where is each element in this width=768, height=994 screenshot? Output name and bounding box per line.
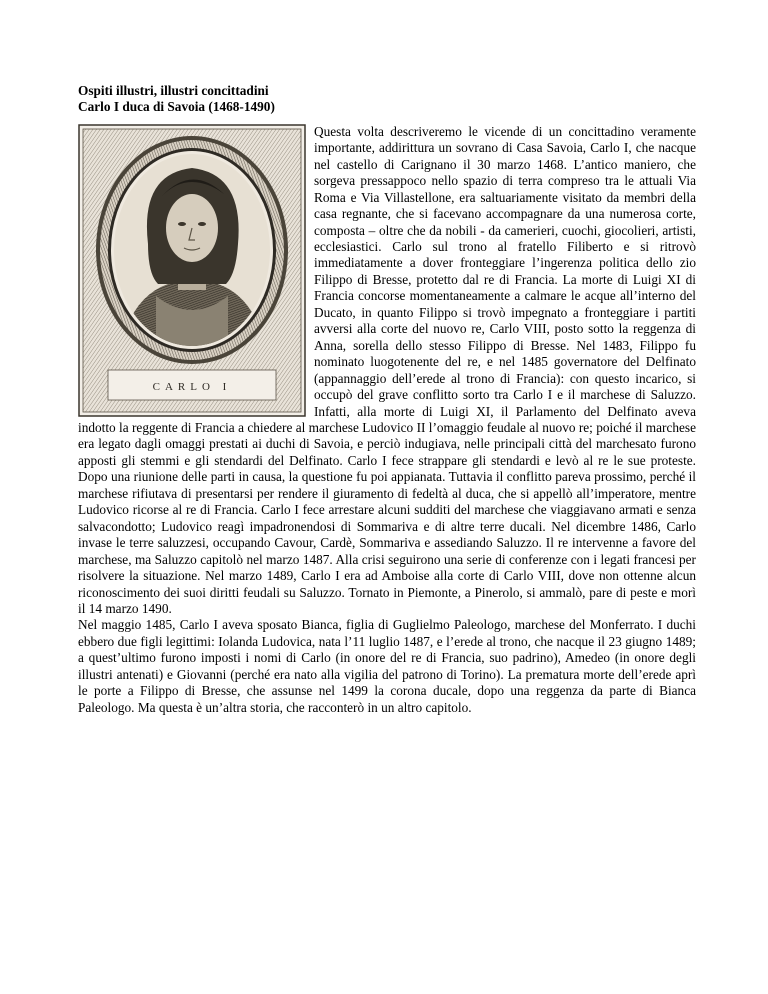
heading-title: Carlo I duca di Savoia (1468-1490) bbox=[78, 99, 275, 115]
document-page bbox=[78, 83, 696, 716]
article-body bbox=[78, 124, 696, 716]
portrait-caption: CARLO I bbox=[152, 380, 232, 393]
paragraph-2: Nel maggio 1485, Carlo I aveva sposato Bianca, figlia di Guglielmo Paleologo, marchese del Monferrato. I duchi ebbero due figli legittimi: Iolanda Ludovica, nata l’11 luglio 1487, e l’erede al trono, che nacque il 23 giugno 1489; a quest’ultimo furono imposti i nomi di Carlo (in onore del re di Francia, suo padrino), Amedeo (in onore degli illustri antenati) e Giovanni (perché era nato alla vigilia del patrono di Torino). La prematura morte dell’erede aprì le porte a Filippo di Bresse, che assunse nel 1499 la corona ducale, dopo una reggenza da parte di Bianca Paleologo. Ma questa è un’altra storia, che racconterò in un altro capitolo. bbox=[78, 617, 696, 715]
heading-series: Ospiti illustri, illustri concittadini bbox=[78, 83, 269, 98]
portrait-engraving bbox=[78, 124, 306, 417]
portrait-image bbox=[78, 124, 306, 417]
paragraph-1: Questa volta descriveremo le vicende di un concittadino veramente importante, addirittura un sovrano di Casa Savoia, Carlo I, che nacque nel castello di Carignano il 30 marzo 1468. L’antico maniero, che sorgeva pressappoco nello spazio di terra compreso tra le attuali Via Roma e Via Villastellone, era saltuariamente visitato da membri della casa regnante, che si facevano accompagnare da una numerosa corte, composta – oltre che da nobili - da camerieri, cuochi, giocolieri, artisti, ecclesiastici. Carlo sul trono al fratello Filiberto e si ritrovò immediatamente a dover fronteggiare l’ingerenza politica dello zio Filippo di Bresse, protetto dal re di Francia. La morte di Luigi XI di Francia concorse momentaneamente a calmare le acque all’interno del Ducato, in quanto Filippo si trovò impegnato a fronteggiare i partiti avversi alla corte del nuovo re, Carlo VIII, posto sotto la reggenza di Anna, sorella dello stesso Filippo di Bresse. Nel 1483, Filippo fu nominato luogotenente del re, e nel 1485 governatore del Delfinato (appannaggio dell’erede al trono di Francia): con questo incarico, si occupò del grave conflitto sorto tra Carlo I e il marchese di Saluzzo. Infatti, alla morte di Luigi XI, il Parlamento del Delfinato aveva indotto la reggente di Francia a chiedere al marchese Ludovico II l’omaggio feudale al nuovo re; poiché il marchese era legato dagli omaggi prestati ai duchi di Savoia, e perciò indugiava, nelle principali città del marchesato furono apposti gli stemmi e gli stendardi del Delfinato. Carlo I fece strappare gli stendardi e levò al re le sue proteste. Dopo una riunione delle parti in causa, la questione fu poi appianata. Tuttavia il conflitto pareva prossimo, perché il marchese rifiutava di presentarsi per rendere il giuramento di fedeltà al duca, che si appellò all’imperatore, mentre Ludovico ricorse al re di Francia. Carlo I fece arrestare alcuni sudditi del marchese che viaggiavano armati e senza salvacondotto; Ludovico reagì impadronendosi di Sommariva e di altre terre ducali. Nel dicembre 1486, Carlo invase le terre saluzzesi, occupando Cavour, Cardè, Sommariva e assediando Saluzzo. Il re intervenne a favore del marchese, ma Saluzzo capitolò nel marzo 1487. Alla crisi seguirono una serie di conferenze con i legati francesi per risolvere la situazione. Nel marzo 1489, Carlo I era ad Amboise alla corte di Carlo VIII, dove non ottenne alcun riconoscimento dei suoi diritti feudali su Saluzzo. Tornato in Piemonte, a Pinerolo, si ammalò, pare di peste e morì il 14 marzo 1490. bbox=[78, 123, 696, 616]
